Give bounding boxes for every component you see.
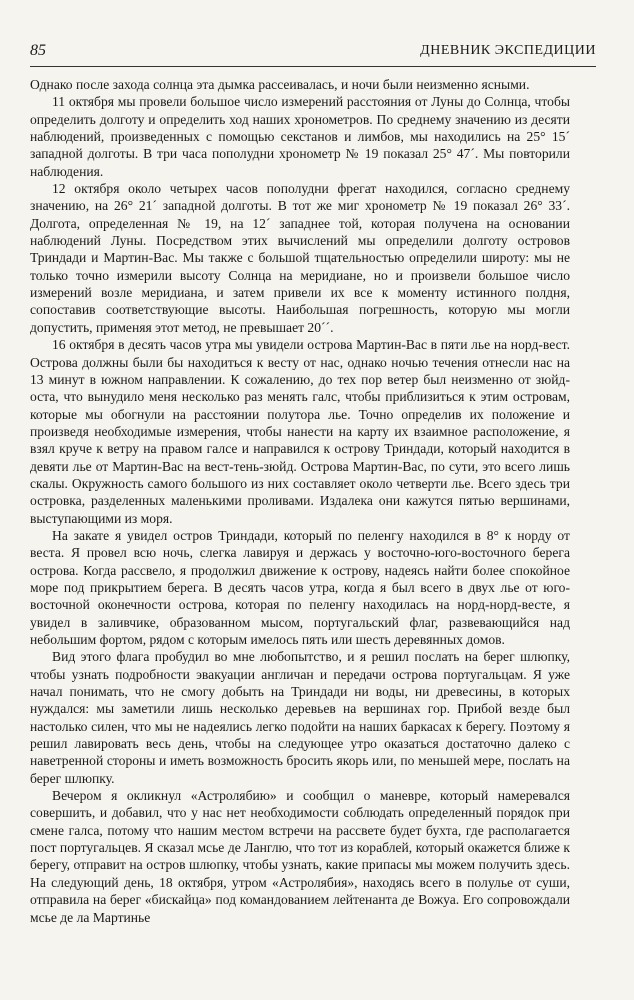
paragraph: 16 октября в десять часов утра мы увидели острова Мартин-Вас в пяти лье на норд-вест. Острова должны были бы находиться к весту от нас, однако ночью течения отнесли нас на 13 минут в южном направлении. К сожалению, до тех пор ветер был неизменно от зюйд-оста, что вынудило меня несколько раз менять галс, чтобы приблизиться к этим островам, которые мы обогнули на расстоянии полутора лье. Точно определив их положение и произведя необходимые измерения, чтобы нанести на карту их взаимное расположение, я взял круче к ветру на правом галсе и направился к острову Триндади, который находится в девяти лье от Мартин-Вас на вест-тень-зюйд. Острова Мартин-Вас, по сути, это всего лишь скалы. Окружность самого большого из них составляет около четверти лье. Всего здесь три островка, разделенных маленькими проливами. Издалека они кажутся пятью вершинами, выступающими из моря. [30,337,570,526]
paragraph: 12 октября около четырех часов пополудни фрегат находился, согласно среднему значению, на 26° 21´ западной долготы. В тот же миг хронометр № 19 показал 26° 33´. Долгота, определенная № 19, на 12´ западнее той, которая получена на основании наблюдений Луны. Посредством этих вычислений мы определили долготу островов Триндади и Мартин-Вас. Мы также с большой тщательностью определили широту: мы не только точно измерили высоту Солнца на меридиане, но и произвели большое число измерений возле меридиана, и затем привели их все к моменту истинного полдня, сопоставив соответствующие высоты. Наибольшая погрешность, которую мы могли допустить, применяя этот метод, не превышает 20´´. [30,181,570,335]
paragraph: 11 октября мы провели большое число измерений расстояния от Луны до Солнца, чтобы определить долготу и определить ход наших хронометров. По среднему значению из десяти наблюдений, произведенных с помощью секстанов и лимбов, мы находились на 25° 15´ западной долготы. В три часа пополудни хронометр № 19 показал 25° 47´. Мы повторили наблюдения. [30,94,570,179]
body-text [30,76,570,926]
page-number: 85 [30,42,46,59]
paragraph: Однако после захода солнца эта дымка рассеивалась, и ночи были неизменно ясными. [30,77,530,92]
running-title: ДНЕВНИК ЭКСПЕДИЦИИ [420,43,596,58]
paragraph: Вид этого флага пробудил во мне любопытство, и я решил послать на берег шлюпку, чтобы узнать подробности эвакуации англичан и передачи острова португальцам. Я уже начал понимать, что не смогу добыть на Триндади ни воды, ни древесины, в которых нуждался: мы заметили лишь несколько деревьев на вершинах гор. Прибой везде был настолько силен, что мы не надеялись легко подойти на наших баркасах к берегу. Поэтому я решил лавировать весь день, чтобы на следующее утро оказаться достаточно далеко с наветренной стороны и иметь возможность бросить якорь или, по меньшей мере, послать на берег шлюпку. [30,649,570,786]
paragraph: Вечером я окликнул «Астролябию» и сообщил о маневре, который намеревался совершить, и добавил, что у нас нет необходимости соблюдать определенный порядок при смене галса, потому что нашим местом встречи на рассвете будет бухта, где располагается пост португальцев. Я сказал мсье де Ланглю, что тот из кораблей, который окажется ближе к берегу, отправит на остров шлюпку, чтобы узнать, какие припасы мы можем получить здесь. На следующий день, 18 октября, утром «Астролябия», находясь всего в полулье от суши, отправила на берег «бискайца» под командованием лейтенанта де Вожуа. Его сопровождали мсье де ла Мартинье [30,788,570,925]
paragraph: На закате я увидел остров Триндади, который по пеленгу находился в 8° к норду от веста. Я провел всю ночь, слегка лавируя и держась у восточно-юго-восточного берега острова. Когда рассвело, я продолжил движение к острову, надеясь найти более спокойное море под прикрытием берега. В десять часов утра, когда я был всего в двух лье от юго-восточной оконечности острова, которая по пеленгу находилась на норд-норд-весте, я увидел в заливчике, образованном мысом, португальский флаг, развевающийся над небольшим фортом, рядом с которым имелось пять или шесть деревянных домов. [30,527,570,647]
page-header [30,40,596,67]
